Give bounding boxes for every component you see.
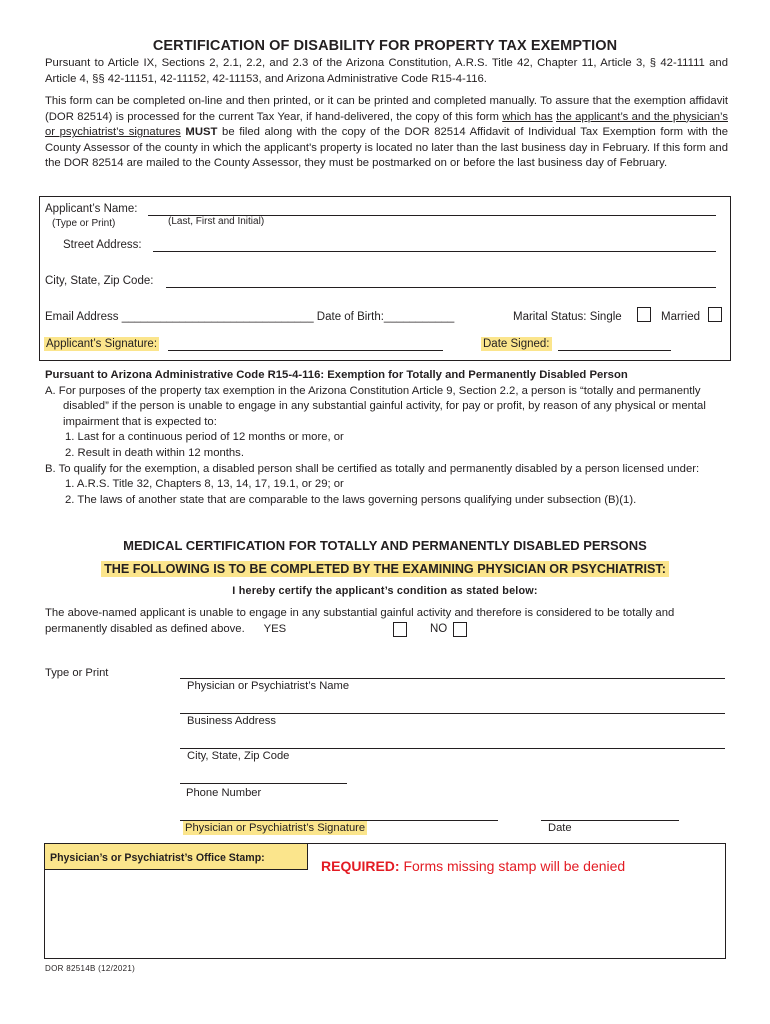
disability-statement: The above-named applicant is unable to engage in any substantial gainful activity and therefore is considered to be totally and permanently disabled as defined above. YES (45, 607, 675, 635)
city-state-zip-field[interactable] (166, 287, 716, 288)
email-label: Email Address (45, 311, 119, 323)
certify-statement: I hereby certify the applicant’s condition as stated below: (232, 585, 538, 597)
email-field[interactable]: ______________________________ (121, 311, 314, 323)
physician-city-label: City, State, Zip Code (187, 750, 290, 762)
no-label: NO (430, 623, 448, 635)
physician-date-label: Date (548, 822, 572, 834)
married-checkbox[interactable] (708, 307, 722, 322)
dob-field[interactable]: ___________ (383, 311, 455, 323)
admin-code-heading: Pursuant to Arizona Administrative Code R15-4-116: Exemption for Totally and Permanently Disabled Person (45, 369, 628, 381)
street-address-field[interactable] (153, 251, 716, 252)
physician-city-field[interactable] (180, 748, 725, 749)
physician-date-field[interactable] (541, 820, 679, 821)
marital-status-label: Marital Status: Single (513, 311, 622, 323)
clause-a1: 1. Last for a continuous period of 12 months or more, or (65, 431, 344, 444)
no-checkbox[interactable] (453, 622, 467, 637)
married-label: Married (661, 311, 700, 323)
single-checkbox[interactable] (637, 307, 651, 322)
email-row (45, 311, 454, 323)
physician-name-label: Physician or Psychiatrist’s Name (187, 680, 350, 692)
yes-checkbox[interactable] (393, 622, 407, 637)
clause-a2: 2. Result in death within 12 months. (65, 446, 244, 459)
stamp-label: Physician’s or Psychiatrist’s Office Stamp: (50, 852, 265, 864)
medical-subheading-wrap (0, 560, 770, 578)
street-address-label: Street Address: (63, 239, 142, 251)
business-address-label: Business Address (187, 715, 276, 727)
instructions-paragraph: This form can be completed on-line and then printed, or it can be printed and completed manually. To assure that the exemption affidavit (DOR 82514) is processed for the current Tax Year, if hand-delivered, the copy of this form which has the applicant’s and the physician’s or psychiatrist’s signatures MUST be filed along with the copy of the DOR 82514 Affidavit of Individual Tax Exemption form with the County Assessor of the county in which the applicant's property is located no later than the last business day in February. If this form and the DOR 82514 are mailed to the County Assessor, they must be postmarked on or before the last business day of February. (45, 95, 729, 170)
form-number: DOR 82514B (12/2021) (45, 964, 136, 973)
applicant-signature-label: Applicant’s Signature: (46, 338, 158, 350)
medical-heading: MEDICAL CERTIFICATION FOR TOTALLY AND PERMANENTLY DISABLED PERSONS (123, 538, 647, 553)
stamp-required-notice: REQUIRED: Forms missing stamp will be denied (321, 858, 626, 874)
clause-b: B. To qualify for the exemption, a disabled person shall be certified as totally and permanently disabled by a person licensed under: (45, 462, 700, 475)
clause-b2: 2. The laws of another state that are comparable to the laws governing persons qualifying under subsection (B)(1). (65, 493, 637, 506)
medical-subheading: THE FOLLOWING IS TO BE COMPLETED BY THE EXAMINING PHYSICIAN OR PSYCHIATRIST: (101, 561, 669, 577)
type-or-print-note: (Type or Print) (52, 218, 116, 229)
yes-label: YES (263, 622, 287, 635)
date-signed-label: Date Signed: (483, 338, 550, 350)
applicant-signature-field[interactable] (168, 350, 443, 351)
physician-name-field[interactable] (180, 678, 725, 679)
dob-label: Date of Birth: (316, 311, 384, 323)
legal-citation: Pursuant to Article IX, Sections 2, 2.1, 2.2, and 2.3 of the Arizona Constitution, A.R.S. Title 42, Chapter 11, Article 3, § 42-11111 and Article 4, §§ 42-11151, 42-11152, 42-11153, and Arizona Administrative Code R15-4-116. (45, 57, 728, 85)
type-or-print-label: Type or Print (45, 667, 109, 679)
clause-a: A. For purposes of the property tax exemption in the Arizona Constitution Article 9, Section 2.2, a person is “totally and permanently disabled” if the person is unable to engage in any substantial gainful activity, for pay or profit, by reason of any physical or mental impairment that is expected to: (45, 384, 706, 428)
date-signed-field[interactable] (558, 350, 671, 351)
admin-code-section (45, 368, 735, 508)
applicant-name-label: Applicant’s Name: (45, 203, 138, 215)
phone-number-label: Phone Number (186, 787, 262, 799)
physician-signature-label: Physician or Psychiatrist’s Signature (185, 822, 366, 834)
city-state-zip-label: City, State, Zip Code: (45, 275, 154, 287)
form-title: CERTIFICATION OF DISABILITY FOR PROPERTY TAX EXEMPTION (152, 38, 618, 54)
name-format-hint: (Last, First and Initial) (168, 216, 265, 227)
business-address-field[interactable] (180, 713, 725, 714)
phone-number-field[interactable] (180, 783, 347, 784)
clause-b1: 1. A.R.S. Title 32, Chapters 8, 13, 14, 17, 19.1, or 29; or (65, 478, 344, 491)
